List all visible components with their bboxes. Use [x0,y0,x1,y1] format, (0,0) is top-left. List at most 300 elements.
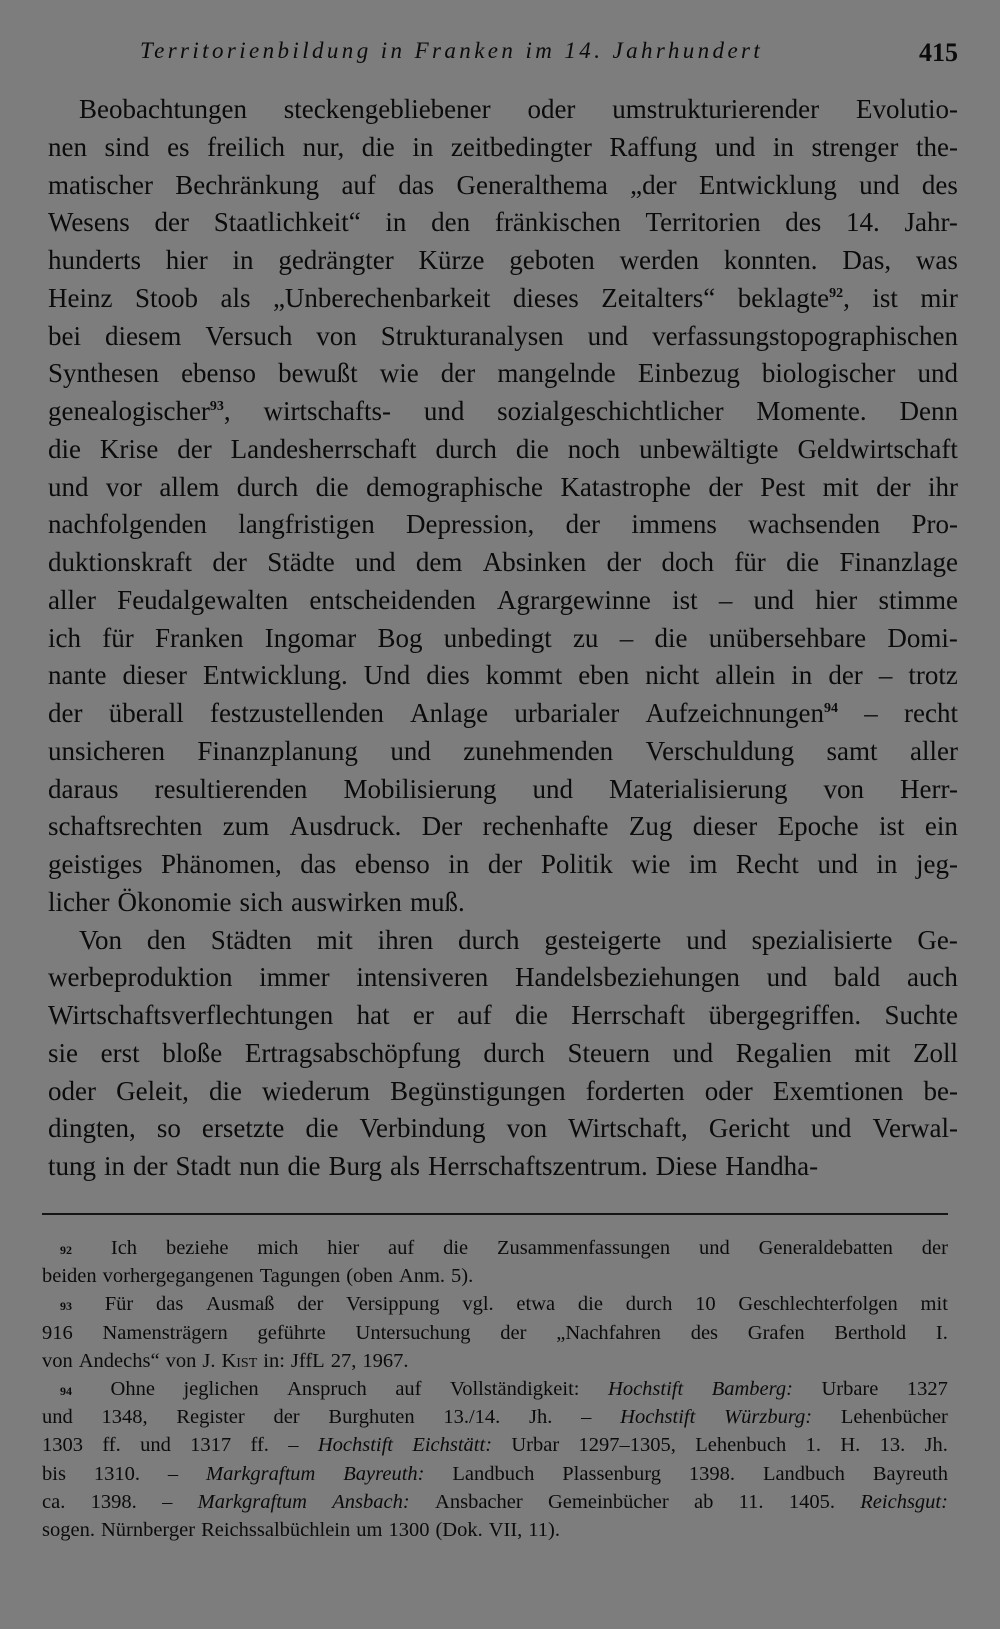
word: Ausmaß [206,1293,275,1316]
word: dingten, [48,1113,136,1144]
word: der [133,1151,168,1181]
word: 1398. [90,1490,137,1513]
word: jeglichen [183,1377,259,1400]
word: er [412,1000,434,1030]
footnote-line [42,1293,948,1321]
word: stimme [878,584,958,615]
word: in [232,245,254,275]
word: Markgraftum [197,1490,307,1513]
word: Exemtionen [772,1075,904,1106]
word: be- [923,1075,958,1106]
word: immer [259,962,330,993]
word: die [208,1075,242,1106]
word: sich [239,886,283,917]
word: der [48,698,83,728]
text-line [48,283,958,321]
word: und [753,584,795,615]
word: für [734,547,766,577]
word: von [165,1349,197,1372]
word: 1310. [93,1462,140,1485]
word: duktionskraft [48,547,192,577]
word: in [791,660,813,691]
word: Staatlichkeit“ [213,207,361,238]
word: durch [457,924,520,955]
word: die [315,471,349,502]
word: Bayreuth: [343,1462,425,1485]
word: Kürze [418,245,485,275]
word: Recht [735,849,799,879]
text-line [48,962,958,1000]
word: Und [363,660,411,691]
running-header [48,36,958,76]
word: 5). [451,1265,474,1288]
main-text [48,94,958,1189]
word: in [448,849,470,879]
word: so [156,1113,181,1144]
footnote-number: 93 [60,1299,72,1314]
word: Versuch [205,320,293,351]
word: die [305,1113,339,1144]
footnote-line [42,1434,948,1462]
word: 11). [528,1518,560,1541]
word: Depression, [406,509,535,540]
word: ist [878,811,905,842]
word: unbedingt [443,622,552,653]
word: und [42,1406,73,1429]
word: Entwicklung. [202,660,348,691]
word: erst [100,1037,140,1068]
footnote-number: 94 [60,1383,72,1398]
word: dies [426,660,470,691]
word: Denn [899,396,958,426]
word: mit [316,924,353,955]
word: Hochstift [317,1434,393,1457]
word: samt [826,735,878,766]
word: geführte [257,1321,326,1344]
word: Städte [267,547,335,577]
word: Verschuldung [645,735,795,766]
word: und [817,849,858,879]
word: Generaldebatten [758,1237,893,1259]
word: durch [625,1293,673,1316]
word: biologischer [761,358,896,389]
word: umstrukturierender [612,94,820,124]
word: der [921,1237,948,1259]
text-line [48,170,958,208]
word: tung [48,1151,97,1181]
word: und [917,358,958,389]
word: gedrängter [278,245,394,275]
word: mich [257,1237,299,1259]
word: hunderts [48,245,141,275]
word: und [48,471,89,502]
text-line [48,811,958,849]
footnote-line [42,1519,948,1547]
word: mit [822,471,859,502]
footnote-ref: 92 [829,285,844,301]
word: Steuern [567,1037,651,1068]
word: Reichssalbüchlein [201,1518,351,1541]
word: – [878,660,893,691]
word: Politik [540,849,613,879]
word: Pro- [911,509,958,540]
word: ff. [102,1434,121,1457]
word: kommt [485,660,563,691]
word: um [356,1518,383,1541]
word: zeitbedingter [450,131,592,162]
word: übergegriffen. [708,1000,862,1030]
word: J. [202,1349,216,1372]
word: in [104,1151,126,1181]
word: der [487,849,523,879]
word: zu [572,622,599,653]
word: von [506,1113,548,1144]
word: Feudalgewalten [117,584,289,615]
word: und [390,735,431,766]
word: freilich [207,131,286,162]
word: mangelnde [497,358,616,389]
word: 1348, [101,1406,148,1429]
word: vor [105,471,142,502]
word: Wirtschaft, [568,1113,688,1144]
word: und [140,1434,171,1457]
word: und [859,169,900,200]
word: auswirken [290,886,402,917]
word: – [619,622,634,653]
word: durch [483,1037,545,1068]
word: Domi- [887,622,958,653]
word: Kist [221,1349,258,1372]
word: und [423,396,465,426]
text-line [48,472,958,510]
word: hier [327,1237,360,1259]
word: vorhergegangenen [102,1265,254,1288]
word: Momente. [756,396,867,426]
word: Ansbach: [332,1490,410,1513]
word: VII, [488,1518,523,1541]
word: Herr- [900,773,958,804]
word: nante [48,660,107,691]
word: Gemeinbücher [548,1490,669,1513]
word: (Dok. [435,1518,483,1541]
word: und [587,320,629,351]
word: Markgraftum [206,1462,316,1485]
word: Materialisierung [609,773,788,804]
text-line [48,94,958,132]
word: Nürnberger [100,1518,196,1541]
word: doch [661,547,714,577]
word: dem [415,547,463,577]
word: Generalthema [456,169,608,200]
word: Register [176,1406,245,1429]
word: 13. [879,1434,906,1457]
word: ihren [377,924,434,955]
word: Hochstift [608,1377,684,1400]
word: wachsenden [748,509,881,540]
word: Für [104,1293,134,1316]
word: Stadt [175,1151,232,1181]
word: die [654,622,688,653]
word: Finanzlage [839,547,958,577]
word: nen [48,131,87,162]
word: und [766,962,808,993]
word: strenger [811,131,899,162]
word: sie [48,1037,78,1068]
word: hat [356,1000,390,1030]
footnote-line [42,1406,948,1434]
word: Städten [210,924,292,955]
word: Der [421,811,463,842]
word: ca. [42,1490,66,1513]
word: „Unberechenbarkeit [272,282,491,313]
word: von [316,320,357,351]
word: des [785,207,822,238]
text-line [48,623,958,661]
word: die [514,1000,548,1030]
word: Lehenbücher [840,1406,948,1429]
text-line [48,925,958,963]
footnotes [42,1237,948,1547]
word: Landbuch [762,1462,845,1485]
word: recht [903,698,958,728]
word: ein [924,811,958,842]
word: und [532,773,573,804]
word: Urbare [821,1377,879,1400]
word: Handha- [725,1151,819,1181]
word: der [440,358,476,389]
word: 13./14. [443,1406,501,1429]
word: der [606,547,642,577]
footnote-ref: 94 [823,701,838,716]
word: Verbindung [359,1113,486,1144]
text-line [48,321,958,359]
word: allem [159,471,220,502]
word: und [355,547,396,577]
word: Absinken [482,547,587,577]
text-line [48,1113,958,1151]
word: ab [693,1490,714,1513]
word: beklagte$^{92}$, [737,282,850,313]
word: gesteigerte [544,924,662,955]
word: genealogischer$^{93}$, [48,396,231,426]
word: dieses [512,282,579,313]
text-line [48,660,958,698]
word: festzustellenden [209,698,384,728]
word: Ertragsabschöpfung [244,1037,461,1068]
word: Bechränkung [175,169,320,200]
word: in [385,207,407,238]
word: Ich [110,1237,138,1259]
word: was [915,245,958,275]
word: „der [630,169,677,200]
word: unsicheren [48,735,165,766]
text-line [48,547,958,585]
word: I. [935,1321,948,1344]
text-line [48,585,958,623]
text-line [48,774,958,812]
word: werden [619,245,700,275]
word: nun [239,1151,280,1181]
word: mit [920,1293,948,1316]
word: Beobachtungen [79,94,247,124]
word: von [42,1349,73,1372]
text-line [48,396,958,434]
word: Jh. [924,1434,948,1457]
word: des [921,169,958,200]
word: durch [435,433,497,464]
word: der [828,660,863,691]
word: – [162,1490,173,1513]
word: das [156,1293,184,1316]
word: H. [840,1434,861,1457]
word: eben [578,660,630,691]
word: für [102,622,134,653]
word: Gericht [708,1113,790,1144]
word: oder [704,1075,753,1106]
word: in [876,849,898,879]
word: bloße [162,1037,223,1068]
word: trotz [908,660,958,691]
word: Ökonomie [117,886,232,917]
word: auf [341,169,376,200]
word: auch [906,962,958,993]
footnote-number: 92 [60,1243,72,1257]
word: Burg [328,1151,383,1181]
word: Berthold [834,1321,907,1344]
word: Bayreuth [872,1462,948,1485]
footnote-ref: 93 [209,399,224,414]
word: Lehenbuch [695,1434,787,1457]
text-line [48,132,958,170]
word: die [577,1293,603,1316]
word: bewußt [278,358,358,389]
word: Plassenburg [562,1462,661,1485]
word: 1398. [688,1462,736,1485]
word: Untersuchung [355,1321,471,1344]
word: Ge- [917,924,958,955]
word: der [876,471,911,502]
word: Eichstätt: [412,1434,493,1457]
word: die [515,433,549,464]
word: Diese [655,1151,718,1181]
word: 1300 [388,1518,430,1541]
word: nachfolgenden [48,509,207,540]
word: Burghuten [328,1406,415,1429]
text-line [48,1151,958,1189]
word: (oben [346,1265,393,1288]
word: Versippung [346,1293,440,1316]
word: the- [915,131,958,162]
text-line [48,509,958,547]
word: Herrschaftszentrum. [428,1151,648,1181]
word: und [672,1037,714,1068]
word: bald [833,962,881,993]
word: sind [104,131,150,162]
word: zum [222,811,270,842]
word: Anlage [410,698,489,728]
word: aller [909,735,958,766]
word: Franken [154,622,244,653]
word: des [690,1321,719,1344]
word: in: [263,1349,285,1372]
word: hier [165,245,208,275]
word: die [361,131,395,162]
text-line [48,1076,958,1114]
word: 1. [805,1434,821,1457]
word: Territorien [645,207,761,238]
word: konnten. [723,245,818,275]
word: langfristigen [238,509,375,540]
word: JffL [290,1349,325,1372]
word: dieser [122,660,187,691]
word: auf [395,1377,422,1400]
word: sogen. [42,1518,95,1541]
word: der [708,471,743,502]
word: muß. [409,886,465,917]
word: Jahr- [904,207,958,238]
word: Regalien [735,1037,832,1068]
word: Finanzplanung [197,735,358,766]
word: ihr [928,471,958,502]
word: Anspruch [287,1377,367,1400]
word: aller [48,584,96,615]
word: Landesherrschaft [230,433,417,464]
word: Zusammenfassungen [497,1237,671,1259]
footnote-line [42,1322,948,1350]
word: Begünstigungen [390,1075,566,1106]
word: Katastrophe [560,471,691,502]
word: spezialisierte [751,924,893,955]
word: etwa [516,1293,556,1316]
text-line [48,736,958,774]
word: rechenhafte [482,811,609,842]
word: der [565,509,601,540]
word: ich [48,622,81,653]
word: ff. [250,1434,269,1457]
word: 1297–1305, [578,1434,676,1457]
text-line [48,1038,958,1076]
word: Geschlechterfolgen [738,1293,898,1316]
word: es [167,131,190,162]
word: mit [854,1037,891,1068]
word: 916 [42,1321,73,1344]
text-line [48,434,958,472]
word: durch [236,471,299,502]
word: – [864,698,878,728]
word: forderten [585,1075,685,1106]
word: als [390,1151,421,1181]
word: der [273,1406,300,1429]
word: Agrargewinne [496,584,651,615]
word: auf [457,1000,492,1030]
word: als [220,282,251,313]
word: ist [872,282,898,313]
word: der [154,207,190,238]
word: Raffung [609,131,698,162]
word: der [500,1321,527,1344]
text-line [48,358,958,396]
word: Bamberg: [711,1377,793,1400]
word: jeg- [915,849,958,879]
word: fränkischen [494,207,621,238]
word: das [300,849,337,879]
word: Mobilisierung [343,773,497,804]
word: Vollständigkeit: [450,1377,580,1400]
word: unübersehbare [708,622,867,653]
word: Geleit, [116,1075,189,1106]
word: Anm. [398,1265,446,1288]
word: den [146,924,186,955]
